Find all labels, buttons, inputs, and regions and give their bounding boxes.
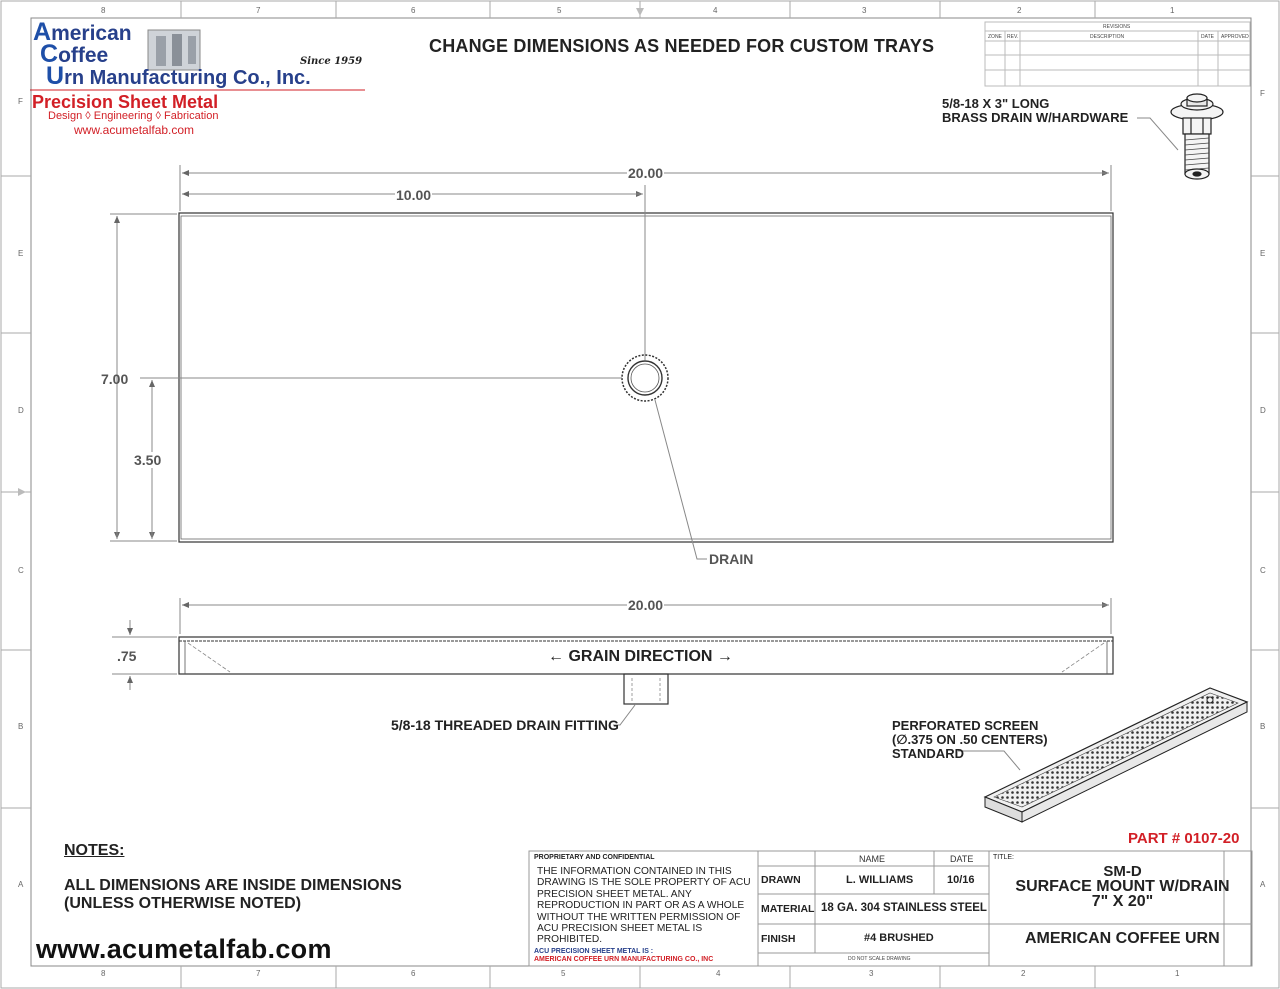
logo-precision-sheet-metal: Precision Sheet Metal xyxy=(32,92,219,112)
logo-line-1: American xyxy=(33,18,132,46)
tb-company: AMERICAN COFFEE URN xyxy=(1025,930,1220,947)
tb-drawn-date: 10/16 xyxy=(947,874,975,886)
center-mark-left xyxy=(18,488,26,496)
tb-title-label: TITLE: xyxy=(993,854,1015,861)
tb-material: 18 GA. 304 STAINLESS STEEL xyxy=(821,902,987,914)
tb-do-not-scale: DO NOT SCALE DRAWING xyxy=(848,956,911,962)
brass-drain-illustration xyxy=(1171,94,1223,179)
tb-acu-line2: AMERICAN COFFEE URN MANUFACTURING CO., INC xyxy=(534,956,714,963)
dim-side-height: .75 xyxy=(117,648,137,664)
tb-acu-line: ACU PRECISION SHEET METAL IS : xyxy=(534,948,654,955)
tb-name-header: NAME xyxy=(859,854,886,864)
notes-body: ALL DIMENSIONS ARE INSIDE DIMENSIONS (UNLESS OTHERWISE NOTED) xyxy=(64,877,402,912)
logo-url-link[interactable]: www.acumetalfab.com xyxy=(74,123,195,137)
dim-half-height: 3.50 xyxy=(134,452,162,468)
dim-side-width: 20.00 xyxy=(628,597,664,613)
tb-date-header: DATE xyxy=(950,854,974,864)
drawing-sheet: CHANGE DIMENSIONS AS NEEDED FOR CUSTOM TRAYS American Coffee Urn Manufacturing Co., Inc. Since 1959 Precision Sheet Metal Design ◊ Engineering ◊ Fabrication www.acumetalfab.com 5/8-18 X 3" LONG BRASS DRAIN W/HARDWARE DRAIN ← GRAIN DIRECTION → 5/8-18 THREADED DRAIN FITTING PERFORATED SCREEN (∅.375 ON .50 CENTERS) STANDARD 20.00 10.00 7.00 3.50 20.00 .75 NOTES: ALL DIMENSIONS ARE INSIDE DIMENSIONS (UNLESS OTHERWISE NOTED) www.acumetalfab.com PART # 0107-20 PROPRIETARY AND CONFIDENTIAL THE INFORMATION CONTAINED IN THIS DRAWING IS THE SOLE PROPERTY OF ACU PRECISION SHEET METAL. ANY REPRODUCTION IN PART OR AS A WHOLE WITHOUT THE WRITTEN PERMISSION OF ACU PRECISION SHEET METAL IS PROHIBITED. ACU PRECISION SHEET METAL IS : AMERICAN COFFEE URN MANUFACTURING CO., INC NAME DATE TITLE: DRAWN L. WILLIAMS 10/16 MATERIAL 18 GA. 304 STAINLESS STEEL FINISH #4 BRUSHED DO NOT SCALE DRAWING SM-D SURFACE MOUNT W/DRAIN 7" X 20" AMERICAN COFFEE URN REVISIONS ZONE REV. DESCRIPTION DATE APPROVED 8 7 6 5 4 3 2 1 8 7 6 5 4 3 2 1 F E D C B A F E D C B A xyxy=(0,0,1280,989)
tb-material-label: MATERIAL xyxy=(761,903,815,915)
tb-drawn-name: L. WILLIAMS xyxy=(846,874,914,886)
logo-since: Since 1959 xyxy=(300,56,363,67)
revisions-approved: APPROVED xyxy=(1221,34,1249,40)
revisions-zone: ZONE xyxy=(988,34,1002,40)
tb-proprietary-text: THE INFORMATION CONTAINED IN THIS DRAWING IS THE SOLE PROPERTY OF ACU PRECISION SHEET METAL. ANY REPRODUCTION IN PART OR AS A WHOLE WITHOUT THE WRITTEN PERMISSION OF ACU PRECISION SHEET METAL IS PROHIBITED. xyxy=(537,866,751,946)
threaded-fitting-callout: 5/8-18 THREADED DRAIN FITTING xyxy=(391,717,619,733)
tb-finish: #4 BRUSHED xyxy=(864,932,934,944)
logo-line-2: Coffee xyxy=(40,40,109,68)
brass-drain-callout: 5/8-18 X 3" LONG BRASS DRAIN W/HARDWARE xyxy=(942,96,1129,125)
perforated-screen-callout: PERFORATED SCREEN (∅.375 ON .50 CENTERS) STANDARD xyxy=(892,718,1048,761)
drain-label: DRAIN xyxy=(709,551,754,567)
page-title: CHANGE DIMENSIONS AS NEEDED FOR CUSTOM TRAYS xyxy=(429,36,935,56)
center-mark-top xyxy=(636,8,644,16)
revisions-heading: REVISIONS xyxy=(1103,24,1131,30)
tb-drawn-label: DRAWN xyxy=(761,874,801,886)
dim-height: 7.00 xyxy=(101,371,129,387)
dim-top-width: 20.00 xyxy=(628,165,664,181)
revisions-description: DESCRIPTION xyxy=(1090,34,1125,40)
grain-direction-label: ← GRAIN DIRECTION → xyxy=(548,648,733,665)
zone-ticks xyxy=(1,1,1279,988)
logo-services: Design ◊ Engineering ◊ Fabrication xyxy=(48,110,219,122)
logo-line-3: Urn Manufacturing Co., Inc. xyxy=(46,62,311,90)
tb-finish-label: FINISH xyxy=(761,933,796,945)
part-number: PART # 0107-20 xyxy=(1128,830,1240,847)
revisions-rev: REV. xyxy=(1007,34,1019,40)
notes-heading: NOTES: xyxy=(64,842,125,859)
tb-proprietary-heading: PROPRIETARY AND CONFIDENTIAL xyxy=(534,854,655,861)
tb-drawing-title: SM-D SURFACE MOUNT W/DRAIN 7" X 20" xyxy=(1015,863,1230,910)
outer-border xyxy=(1,1,1279,988)
top-view-dimension-lines xyxy=(110,118,1178,559)
inner-border xyxy=(31,18,1251,966)
website-link[interactable]: www.acumetalfab.com xyxy=(36,934,332,964)
dim-half-width: 10.00 xyxy=(396,187,432,203)
revisions-date: DATE xyxy=(1201,34,1214,40)
revisions-table xyxy=(985,22,1250,86)
